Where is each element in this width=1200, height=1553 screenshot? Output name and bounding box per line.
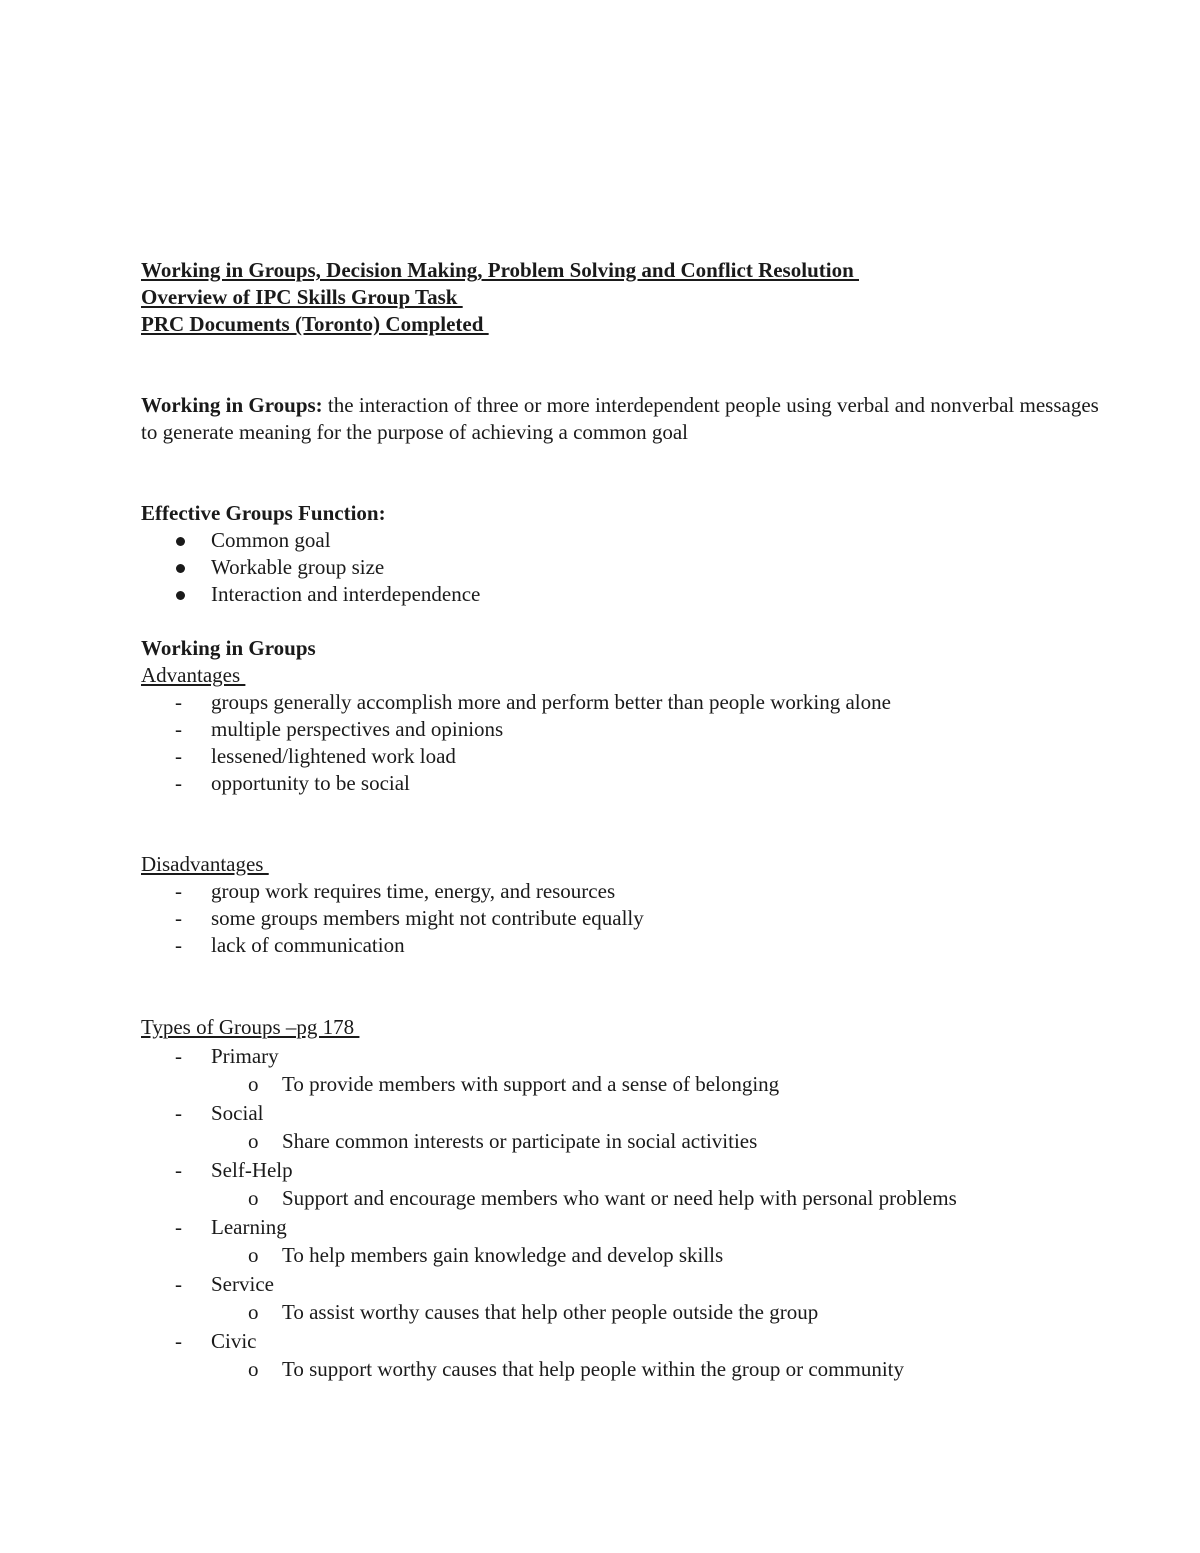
definition-term: Working in Groups:: [141, 393, 323, 417]
list-item-text: opportunity to be social: [211, 771, 410, 795]
document-title: Working in Groups, Decision Making, Problem Solving and Conflict Resolution: [141, 258, 859, 282]
dash-icon: -: [175, 1158, 182, 1182]
circle-bullet-icon: o: [248, 1072, 259, 1096]
dash-icon: -: [175, 933, 182, 957]
working-in-groups-section: [141, 635, 1101, 959]
description-text: Support and encourage members who want or need help with personal problems: [282, 1186, 957, 1210]
list-item: [141, 1100, 1101, 1155]
group-type-name: Civic: [211, 1329, 257, 1353]
group-type: [141, 1157, 1101, 1184]
dash-icon: -: [175, 879, 182, 903]
group-type-name: Self-Help: [211, 1158, 293, 1182]
document-status-line: PRC Documents (Toronto) Completed: [141, 312, 489, 336]
list-item-text: Workable group size: [211, 555, 385, 579]
list-item: [141, 932, 1101, 959]
description-text: To help members gain knowledge and develop skills: [282, 1243, 724, 1267]
list-item: [141, 581, 1101, 608]
list-item-text: some groups members might not contribute equally: [211, 906, 644, 930]
list-item-text: lessened/lightened work load: [211, 744, 456, 768]
working-in-groups-heading: Working in Groups: [141, 636, 316, 660]
group-type-description: [141, 1299, 1101, 1326]
bullet-icon: [176, 537, 185, 546]
bullet-icon: [176, 591, 185, 600]
description-text: To provide members with support and a sense of belonging: [282, 1072, 780, 1096]
list-item-text: groups generally accomplish more and perform better than people working alone: [211, 690, 891, 714]
document-subtitle: Overview of IPC Skills Group Task: [141, 285, 463, 309]
list-item-text: lack of communication: [211, 933, 405, 957]
group-type: [141, 1214, 1101, 1241]
list-item: [141, 1157, 1101, 1212]
definition-text: the interaction of three or more interdependent people using verbal and nonverbal messages to generate meaning for the purpose of achieving a common goal: [141, 393, 1099, 444]
circle-bullet-icon: o: [248, 1186, 259, 1210]
list-item: [141, 1271, 1101, 1326]
dash-icon: -: [175, 717, 182, 741]
effective-groups-heading: Effective Groups Function:: [141, 501, 386, 525]
group-type-name: Learning: [211, 1215, 287, 1239]
dash-icon: -: [175, 1044, 182, 1068]
document-page: [141, 257, 1101, 1384]
list-item: [141, 905, 1101, 932]
list-item-text: group work requires time, energy, and resources: [211, 879, 616, 903]
definition-paragraph: [141, 392, 1101, 446]
description-text: To assist worthy causes that help other people outside the group: [282, 1300, 819, 1324]
circle-bullet-icon: o: [248, 1129, 259, 1153]
effective-groups-section: [141, 500, 1101, 608]
dash-icon: -: [175, 744, 182, 768]
dash-icon: -: [175, 1272, 182, 1296]
group-type: [141, 1271, 1101, 1298]
dash-icon: -: [175, 771, 182, 795]
group-type: [141, 1328, 1101, 1355]
dash-icon: -: [175, 1101, 182, 1125]
dash-icon: -: [175, 690, 182, 714]
group-type: [141, 1043, 1101, 1070]
list-item: [141, 770, 1101, 797]
group-type-description: [141, 1128, 1101, 1155]
list-item: [141, 689, 1101, 716]
list-item: [141, 743, 1101, 770]
dash-icon: -: [175, 1329, 182, 1353]
effective-groups-list: [141, 527, 1101, 608]
list-item: [141, 527, 1101, 554]
list-item-text: Common goal: [211, 528, 331, 552]
group-type-name: Primary: [211, 1044, 279, 1068]
disadvantages-list: [141, 878, 1101, 959]
list-item: [141, 878, 1101, 905]
list-item: [141, 1043, 1101, 1098]
circle-bullet-icon: o: [248, 1243, 259, 1267]
types-of-groups-list: [141, 1043, 1101, 1383]
group-type-description: [141, 1242, 1101, 1269]
description-text: Share common interests or participate in social activities: [282, 1129, 758, 1153]
circle-bullet-icon: o: [248, 1300, 259, 1324]
list-item: [141, 554, 1101, 581]
group-type: [141, 1100, 1101, 1127]
group-type-description: [141, 1356, 1101, 1383]
group-type-description: [141, 1185, 1101, 1212]
list-item: [141, 1214, 1101, 1269]
dash-icon: -: [175, 906, 182, 930]
list-item: [141, 716, 1101, 743]
document-header: [141, 257, 1101, 338]
advantages-list: [141, 689, 1101, 797]
list-item-text: multiple perspectives and opinions: [211, 717, 504, 741]
circle-bullet-icon: o: [248, 1357, 259, 1381]
list-item-text: Interaction and interdependence: [211, 582, 481, 606]
bullet-icon: [176, 564, 185, 573]
group-type-name: Social: [211, 1101, 264, 1125]
types-of-groups-label: Types of Groups –pg 178: [141, 1015, 360, 1039]
dash-icon: -: [175, 1215, 182, 1239]
group-type-description: [141, 1071, 1101, 1098]
list-item: [141, 1328, 1101, 1383]
description-text: To support worthy causes that help people within the group or community: [282, 1357, 905, 1381]
group-type-name: Service: [211, 1272, 274, 1296]
types-of-groups-section: [141, 1014, 1101, 1383]
disadvantages-label: Disadvantages: [141, 852, 269, 876]
advantages-label: Advantages: [141, 663, 246, 687]
